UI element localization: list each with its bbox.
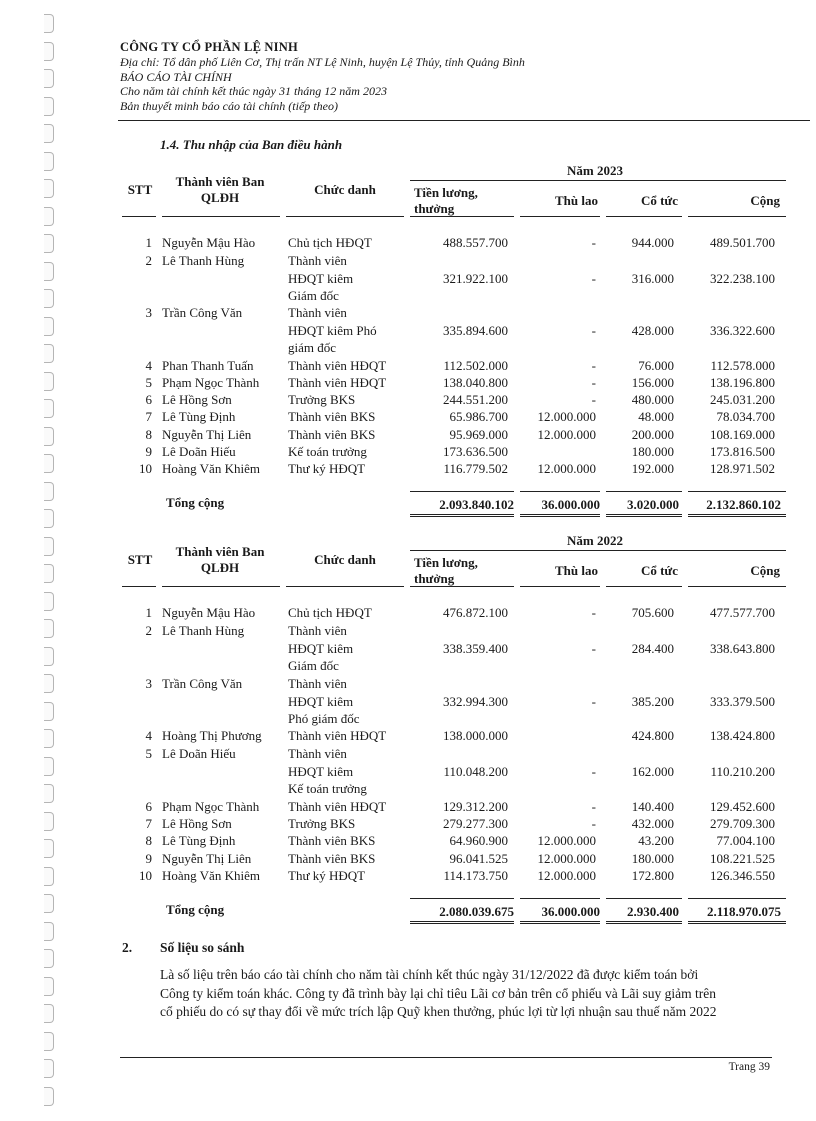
salary-cell: 173.636.500 — [443, 444, 508, 459]
remuneration-cell: 12.000.000 — [537, 461, 596, 476]
member-name: Nguyễn Thị Liên — [162, 851, 252, 866]
member-name: Trần Công Văn — [162, 305, 243, 320]
binding-hole — [44, 124, 54, 143]
total-cell: 336.322.600 — [710, 322, 775, 338]
binding-hole — [44, 509, 54, 528]
position-cell: Thành viên BKS — [288, 833, 376, 848]
stt-cell: 3 — [145, 305, 152, 320]
dividend-cell: 385.200 — [631, 693, 674, 709]
stt-cell: 8 — [145, 427, 152, 442]
member-name: Hoàng Văn Khiêm — [162, 461, 260, 476]
salary-header-2: thưởng — [414, 201, 455, 216]
section-heading: Số liệu so sánh — [160, 940, 245, 955]
binding-hole — [44, 317, 54, 336]
binding-hole — [44, 179, 54, 198]
dividend-cell: 162.000 — [631, 763, 674, 779]
position-cell: HĐQT kiêm — [288, 270, 354, 286]
binding-hole — [44, 784, 54, 803]
total-cell: 477.577.700 — [710, 605, 775, 620]
dividend-total: 3.020.000 — [627, 497, 679, 512]
remuneration-total: 36.000.000 — [541, 497, 600, 512]
position-cell: Thành viên — [288, 746, 347, 761]
total-label: Tổng cộng — [166, 902, 225, 917]
remuneration-cell: 12.000.000 — [537, 833, 596, 848]
position-cell: Phó giám đốc — [288, 711, 360, 726]
total-overline — [520, 898, 600, 899]
remuneration-cell: 12.000.000 — [537, 851, 596, 866]
dividend-cell: 180.000 — [631, 851, 674, 866]
binding-hole — [44, 839, 54, 858]
position-cell: Kế toán trưởng — [288, 444, 367, 459]
remuneration-cell: 12.000.000 — [537, 409, 596, 424]
page-number: Trang 39 — [728, 1061, 770, 1073]
member-header-2: QLĐH — [200, 560, 240, 575]
header-underline — [162, 216, 280, 217]
total-cell: 110.210.200 — [710, 763, 775, 779]
total-underline — [410, 514, 514, 517]
dividend-cell: 172.800 — [631, 868, 674, 883]
total-cell: 126.346.550 — [710, 868, 775, 883]
position-cell: Thành viên — [288, 623, 347, 638]
header-underline — [688, 586, 786, 587]
stt-cell: 7 — [145, 816, 152, 831]
header-underline — [606, 586, 682, 587]
total-cell: 245.031.200 — [710, 392, 775, 407]
year-underline — [410, 550, 786, 551]
dividend-cell: 200.000 — [631, 427, 674, 442]
stt-cell: 9 — [145, 851, 152, 866]
total-cell: 77.004.100 — [716, 833, 775, 848]
remuneration-cell: 12.000.000 — [537, 868, 596, 883]
total-cell: 138.196.800 — [710, 375, 775, 390]
salary-cell: 96.041.525 — [449, 851, 508, 866]
member-name: Lê Hồng Sơn — [162, 816, 232, 831]
dividend-header: Cổ tức — [640, 563, 678, 578]
binding-holes — [0, 0, 68, 1121]
stt-header: STT — [127, 182, 153, 197]
total-underline — [606, 921, 682, 924]
total-underline — [410, 921, 514, 924]
binding-hole — [44, 1059, 54, 1078]
member-name: Lê Hồng Sơn — [162, 392, 232, 407]
salary-cell: 110.048.200 — [443, 763, 508, 779]
total-overline — [688, 898, 786, 899]
position-cell: Thành viên HĐQT — [288, 375, 387, 390]
total-cell: 128.971.502 — [710, 461, 775, 476]
salary-cell: 112.502.000 — [443, 358, 508, 373]
dividend-header: Cổ tức — [640, 193, 678, 208]
member-name: Nguyễn Mậu Hào — [162, 235, 256, 250]
position-cell: Thư ký HĐQT — [288, 868, 366, 883]
position-cell: Thành viên — [288, 676, 347, 691]
salary-cell: 338.359.400 — [443, 640, 508, 656]
binding-hole — [44, 482, 54, 501]
member-header-2: QLĐH — [200, 190, 240, 205]
binding-hole — [44, 42, 54, 61]
total-cell: 129.452.600 — [710, 799, 775, 814]
total-overline — [606, 898, 682, 899]
remuneration-header: Thù lao — [555, 193, 598, 208]
remuneration-cell: - — [591, 763, 596, 779]
binding-hole — [44, 894, 54, 913]
comparative-paragraph — [160, 966, 772, 1022]
header-underline — [162, 586, 280, 587]
binding-hole — [44, 262, 54, 281]
total-underline — [688, 514, 786, 517]
paragraph-line: Là số liệu trên báo cáo tài chính cho năm tài chính kết thúc ngày 31/12/2022 đã được kiểm toán bởi — [160, 967, 699, 982]
binding-hole — [44, 234, 54, 253]
salary-cell: 129.312.200 — [443, 799, 508, 814]
binding-hole — [44, 14, 54, 33]
salary-cell: 244.551.200 — [443, 392, 508, 407]
binding-hole — [44, 289, 54, 308]
position-cell: Thành viên — [288, 305, 347, 320]
dividend-cell: 432.000 — [631, 816, 674, 831]
remuneration-cell: - — [591, 392, 596, 407]
binding-hole — [44, 757, 54, 776]
position-cell: Thành viên HĐQT — [288, 358, 387, 373]
header-divider — [118, 120, 810, 121]
total-underline — [520, 514, 600, 517]
position-cell: giám đốc — [288, 340, 337, 355]
remuneration-cell: - — [591, 322, 596, 338]
total-underline — [520, 921, 600, 924]
grand-total: 2.118.970.075 — [706, 904, 781, 919]
member-name: Lê Doãn Hiếu — [162, 444, 236, 459]
position-cell: HĐQT kiêm — [288, 763, 354, 779]
dividend-total: 2.930.400 — [627, 904, 679, 919]
stt-cell: 5 — [145, 375, 152, 390]
member-name: Trần Công Văn — [162, 676, 243, 691]
remuneration-cell: - — [591, 816, 596, 831]
stt-cell: 2 — [145, 623, 152, 638]
position-cell: Thành viên — [288, 253, 347, 268]
remuneration-cell: - — [591, 605, 596, 620]
stt-cell: 10 — [139, 868, 152, 883]
dividend-cell: 156.000 — [631, 375, 674, 390]
position-cell: Thành viên BKS — [288, 427, 376, 442]
dividend-cell: 705.600 — [631, 605, 674, 620]
position-cell: HĐQT kiêm — [288, 693, 354, 709]
header-underline — [286, 586, 404, 587]
position-cell: Trưởng BKS — [288, 816, 356, 831]
member-name: Phan Thanh Tuấn — [162, 358, 254, 373]
total-overline — [520, 491, 600, 492]
total-cell: 108.169.000 — [710, 427, 775, 442]
report-title: BÁO CÁO TÀI CHÍNH — [120, 69, 232, 84]
binding-hole — [44, 922, 54, 941]
paragraph-line: cổ phiếu do có sự thay đổi về mức trích lập Quỹ khen thưởng, phúc lợi từ lợi nhuận sau thuế năm 2022 — [160, 1004, 717, 1019]
report-period: Cho năm tài chính kết thúc ngày 31 tháng 12 năm 2023 — [120, 84, 387, 98]
remuneration-header: Thù lao — [555, 563, 598, 578]
salary-header-2: thưởng — [414, 571, 455, 586]
salary-header: Tiền lương, — [414, 185, 478, 200]
header-underline — [286, 216, 404, 217]
total-cell: 322.238.100 — [710, 270, 775, 286]
stt-cell: 2 — [145, 253, 152, 268]
binding-hole — [44, 399, 54, 418]
section-number: 2. — [122, 940, 133, 955]
remuneration-total: 36.000.000 — [541, 904, 600, 919]
position-cell: Thành viên BKS — [288, 409, 376, 424]
binding-hole — [44, 592, 54, 611]
footer-divider — [120, 1057, 772, 1058]
total-overline — [410, 898, 514, 899]
salary-cell: 65.986.700 — [449, 409, 508, 424]
header-underline — [410, 586, 514, 587]
position-cell: HĐQT kiêm Phó — [288, 322, 377, 338]
binding-hole — [44, 427, 54, 446]
salary-cell: 138.040.800 — [443, 375, 508, 390]
binding-hole — [44, 977, 54, 996]
total-underline — [606, 514, 682, 517]
binding-hole — [44, 702, 54, 721]
stt-cell: 6 — [145, 799, 152, 814]
salary-cell: 321.922.100 — [443, 270, 508, 286]
position-cell: Chủ tịch HĐQT — [288, 605, 372, 620]
header-underline — [122, 586, 156, 587]
position-header: Chức danh — [314, 182, 376, 197]
position-cell: Trưởng BKS — [288, 392, 356, 407]
total-header: Cộng — [750, 193, 780, 208]
dividend-cell: 284.400 — [631, 640, 674, 656]
total-cell: 138.424.800 — [710, 728, 775, 743]
remuneration-cell: - — [591, 693, 596, 709]
total-cell: 279.709.300 — [710, 816, 775, 831]
position-cell: Thành viên HĐQT — [288, 728, 387, 743]
year-header: Năm 2023 — [567, 163, 623, 178]
year-underline — [410, 180, 786, 181]
stt-cell: 3 — [145, 676, 152, 691]
dividend-cell: 140.400 — [631, 799, 674, 814]
stt-cell: 4 — [145, 728, 152, 743]
total-cell: 489.501.700 — [710, 235, 775, 250]
binding-hole — [44, 729, 54, 748]
member-name: Nguyễn Mậu Hào — [162, 605, 256, 620]
position-cell: Thư ký HĐQT — [288, 461, 366, 476]
member-name: Lê Tùng Định — [162, 833, 236, 848]
salary-cell: 488.557.700 — [443, 235, 508, 250]
salary-cell: 279.277.300 — [443, 816, 508, 831]
dividend-cell: 316.000 — [631, 270, 674, 286]
salary-cell: 64.960.900 — [449, 833, 508, 848]
total-header: Cộng — [750, 563, 780, 578]
dividend-cell: 944.000 — [631, 235, 674, 250]
binding-hole — [44, 564, 54, 583]
remuneration-cell: 12.000.000 — [537, 427, 596, 442]
member-name: Lê Thanh Hùng — [162, 253, 245, 268]
remuneration-cell: - — [591, 270, 596, 286]
total-overline — [688, 491, 786, 492]
remuneration-cell: - — [591, 235, 596, 250]
position-cell: Giám đốc — [288, 658, 339, 673]
stt-cell: 1 — [145, 605, 152, 620]
binding-hole — [44, 344, 54, 363]
remuneration-cell: - — [591, 375, 596, 390]
salary-cell: 332.994.300 — [443, 693, 508, 709]
binding-hole — [44, 207, 54, 226]
salary-total: 2.080.039.675 — [439, 904, 514, 919]
total-overline — [606, 491, 682, 492]
grand-total: 2.132.860.102 — [706, 497, 781, 512]
stt-cell: 10 — [139, 461, 152, 476]
position-cell: Thành viên BKS — [288, 851, 376, 866]
stt-cell: 1 — [145, 235, 152, 250]
company-name: CÔNG TY CỔ PHẦN LỆ NINH — [120, 40, 298, 54]
position-cell: Kế toán trưởng — [288, 781, 367, 796]
dividend-cell: 424.800 — [631, 728, 674, 743]
member-name: Phạm Ngọc Thành — [162, 799, 260, 814]
binding-hole — [44, 1004, 54, 1023]
position-cell: Thành viên HĐQT — [288, 799, 387, 814]
member-name: Hoàng Thị Phương — [162, 728, 262, 743]
header-underline — [410, 216, 514, 217]
stt-cell: 5 — [145, 746, 152, 761]
salary-cell: 95.969.000 — [449, 427, 508, 442]
binding-hole — [44, 647, 54, 666]
salary-cell: 114.173.750 — [443, 868, 508, 883]
binding-hole — [44, 152, 54, 171]
member-name: Phạm Ngọc Thành — [162, 375, 260, 390]
binding-hole — [44, 97, 54, 116]
salary-cell: 335.894.600 — [443, 322, 508, 338]
remuneration-cell: - — [591, 358, 596, 373]
salary-cell: 138.000.000 — [443, 728, 508, 743]
salary-cell: 476.872.100 — [443, 605, 508, 620]
binding-hole — [44, 674, 54, 693]
dividend-cell: 428.000 — [631, 322, 674, 338]
total-cell: 333.379.500 — [710, 693, 775, 709]
company-address: Địa chỉ: Tổ dân phố Liên Cơ, Thị trấn NT Lệ Ninh, huyện Lệ Thủy, tỉnh Quảng Bình — [120, 55, 525, 69]
dividend-cell: 180.000 — [631, 444, 674, 459]
paragraph-line: Công ty kiểm toán khác. Công ty đã trình bày lại chỉ tiêu Lãi cơ bản trên cổ phiếu và Lãi suy giảm trên — [160, 985, 716, 1001]
member-header: Thành viên Ban — [175, 174, 265, 189]
stt-cell: 7 — [145, 409, 152, 424]
stt-cell: 8 — [145, 833, 152, 848]
total-overline — [410, 491, 514, 492]
header-underline — [520, 216, 600, 217]
binding-hole — [44, 454, 54, 473]
total-cell: 112.578.000 — [710, 358, 775, 373]
total-cell: 78.034.700 — [716, 409, 775, 424]
position-cell: Giám đốc — [288, 288, 339, 303]
binding-hole — [44, 1087, 54, 1106]
stt-cell: 4 — [145, 358, 152, 373]
position-cell: HĐQT kiêm — [288, 640, 354, 656]
member-name: Hoàng Văn Khiêm — [162, 868, 260, 883]
member-name: Lê Thanh Hùng — [162, 623, 245, 638]
header-underline — [520, 586, 600, 587]
header-underline — [606, 216, 682, 217]
stt-cell: 9 — [145, 444, 152, 459]
salary-cell: 116.779.502 — [443, 461, 508, 476]
position-header: Chức danh — [314, 552, 376, 567]
dividend-cell: 43.200 — [638, 833, 674, 848]
header-underline — [688, 216, 786, 217]
member-name: Nguyễn Thị Liên — [162, 427, 252, 442]
binding-hole — [44, 812, 54, 831]
total-underline — [688, 921, 786, 924]
dividend-cell: 192.000 — [631, 461, 674, 476]
total-label: Tổng cộng — [166, 495, 225, 510]
member-header: Thành viên Ban — [175, 544, 265, 559]
dividend-cell: 48.000 — [638, 409, 674, 424]
stt-cell: 6 — [145, 392, 152, 407]
stt-header: STT — [127, 552, 153, 567]
member-name: Lê Tùng Định — [162, 409, 236, 424]
binding-hole — [44, 372, 54, 391]
total-cell: 173.816.500 — [710, 444, 775, 459]
total-cell: 338.643.800 — [710, 640, 775, 656]
salary-total: 2.093.840.102 — [439, 497, 514, 512]
salary-header: Tiền lương, — [414, 555, 478, 570]
remuneration-cell: - — [591, 799, 596, 814]
dividend-cell: 76.000 — [638, 358, 674, 373]
document-header — [120, 40, 760, 113]
position-cell: Chủ tịch HĐQT — [288, 235, 372, 250]
header-underline — [122, 216, 156, 217]
binding-hole — [44, 69, 54, 88]
remuneration-cell: - — [591, 640, 596, 656]
total-cell: 108.221.525 — [710, 851, 775, 866]
binding-hole — [44, 619, 54, 638]
binding-hole — [44, 867, 54, 886]
binding-hole — [44, 1032, 54, 1051]
binding-hole — [44, 949, 54, 968]
report-notes: Bản thuyết minh báo cáo tài chính (tiếp theo) — [120, 98, 338, 113]
dividend-cell: 480.000 — [631, 392, 674, 407]
member-name: Lê Doãn Hiếu — [162, 746, 236, 761]
section-title: 1.4. Thu nhập của Ban điều hành — [160, 137, 343, 152]
binding-hole — [44, 537, 54, 556]
year-header: Năm 2022 — [567, 533, 623, 548]
